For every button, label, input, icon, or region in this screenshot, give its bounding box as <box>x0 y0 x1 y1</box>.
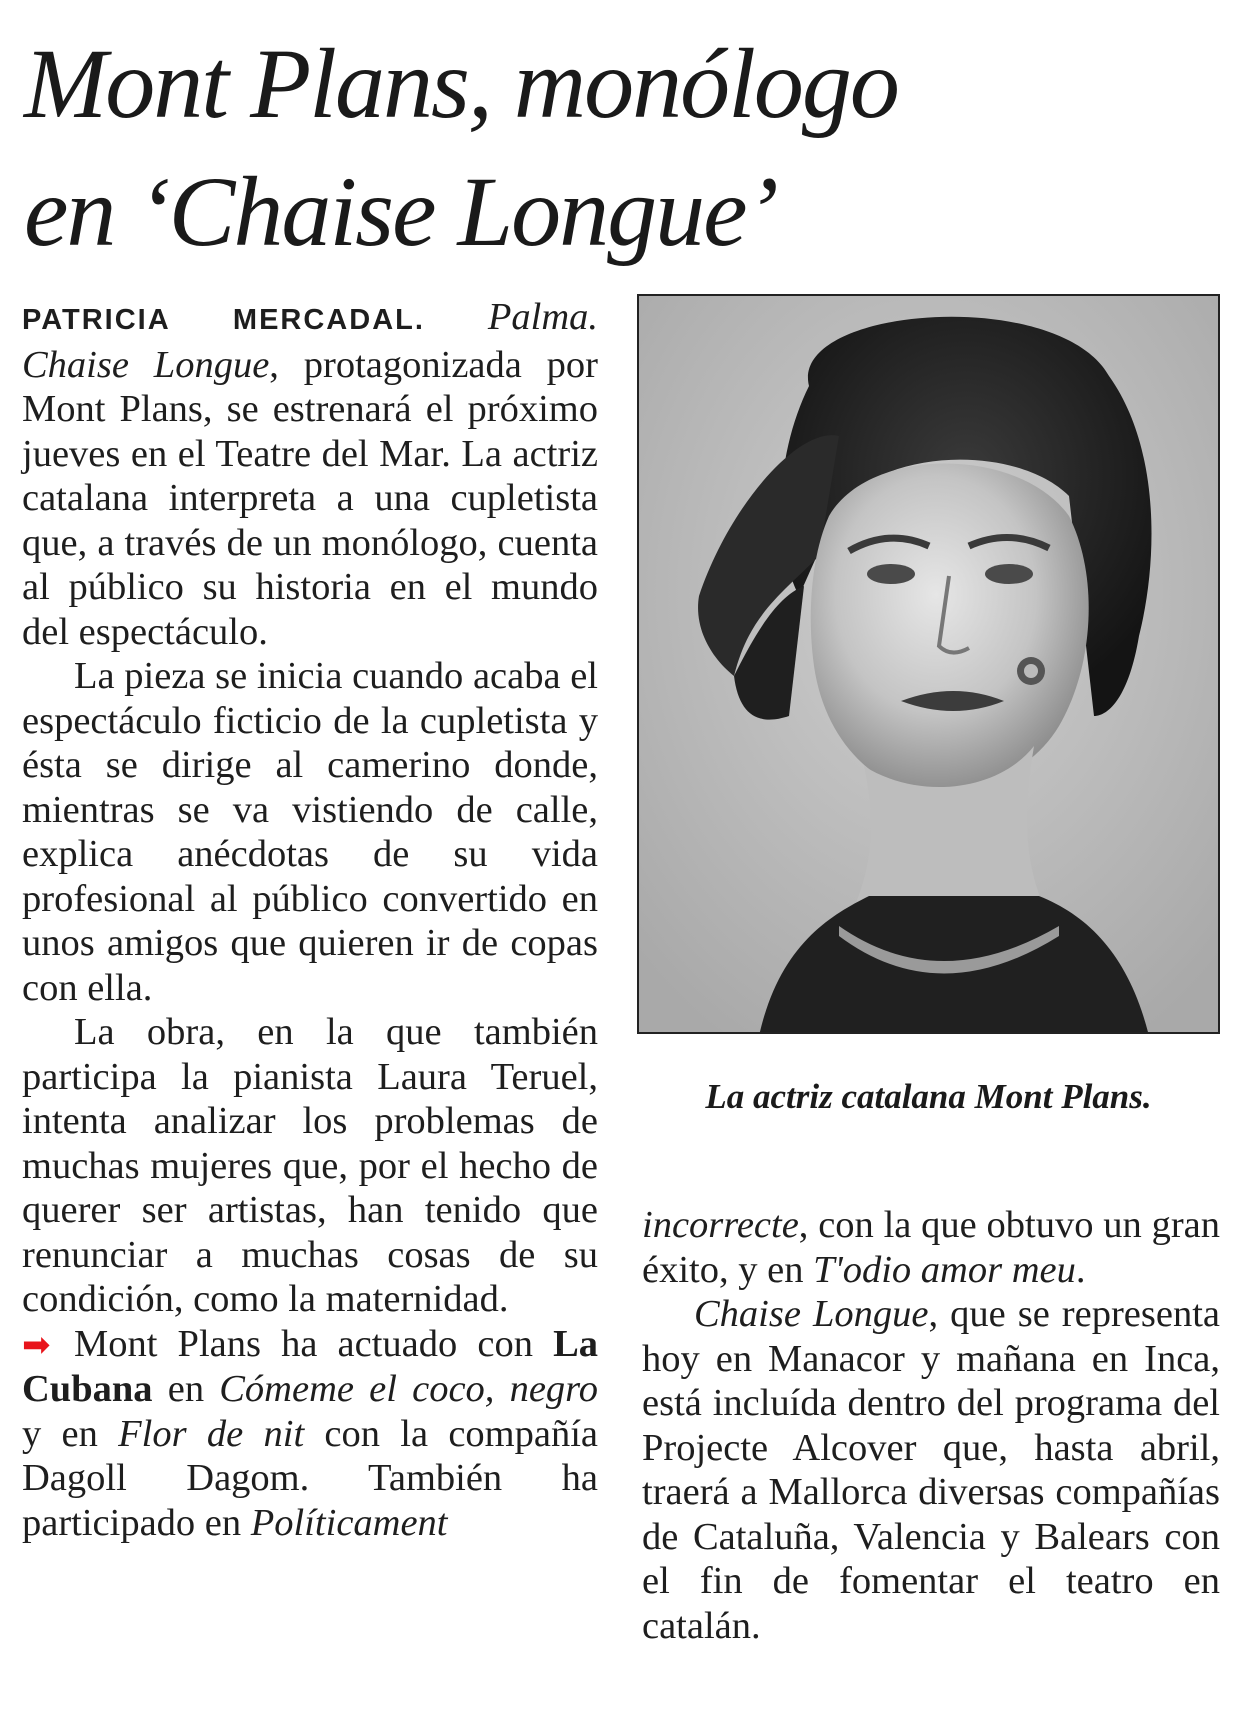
paragraph-4-text-e: , con la que obtuvo un gran éxito, y en <box>642 1204 1220 1291</box>
portrait-image <box>639 296 1220 1034</box>
headline-line-2: en ‘Chaise Longue’ <box>24 156 777 267</box>
paragraph-1 <box>22 295 598 654</box>
paragraph-4-text-b: en <box>152 1368 220 1410</box>
paragraph-5 <box>642 1292 1220 1648</box>
headline <box>24 20 1214 276</box>
show-title-3-end: incorrecte <box>642 1204 799 1246</box>
paragraph-4 <box>22 1322 598 1546</box>
paragraph-5-text: , que se representa hoy en Manacor y mañana en Inca, está incluída dentro del programa del Projecte Alcover que, hasta abril, traerá a Mallorca diversas compañías de Cataluña, Valencia y Balears con el fin de fomentar el teatro en catalán. <box>642 1293 1220 1647</box>
byline-author: PATRICIA MERCADAL. <box>22 304 425 336</box>
paragraph-4-continued <box>642 1203 1220 1292</box>
play-title-repeat: Chaise Longue <box>694 1293 929 1335</box>
paragraph-4-text-c: y en <box>22 1412 119 1455</box>
paragraph-2: La pieza se inicia cuando acaba el espectáculo ficticio de la cupletista y ésta se dirige al camerino donde, mientras se va vistiendo de calle, explica anécdotas de su vida profesional al público convertido en unos amigos que quieren ir de copas con ella. <box>22 655 598 1009</box>
paragraph-3: La obra, en la que también participa la pianista Laura Teruel, intenta analizar los problemas de muchas mujeres que, por el hecho de querer ser artistas, han tenido que renunciar a muchas cosas de su condición, como la maternidad. <box>22 1011 598 1320</box>
headline-line-1: Mont Plans, monólogo <box>24 28 898 139</box>
paragraph-4-text-d: con la compañía Dagoll Dagom. También ha participado en <box>22 1412 599 1544</box>
paragraph-4-text-f: . <box>1075 1248 1086 1291</box>
article-right-column <box>642 1203 1220 1648</box>
play-title: Chaise Longue <box>22 343 270 386</box>
byline-place: Palma. <box>487 296 599 338</box>
show-title-2: Flor de nit <box>118 1412 305 1455</box>
company-name: La Cubana <box>22 1322 598 1410</box>
show-title-1: Cómeme el coco, negro <box>219 1368 598 1410</box>
article-left-column <box>22 295 598 1545</box>
photo-caption: La actriz catalana Mont Plans. <box>705 1077 1152 1116</box>
red-arrow-icon: ➡ <box>22 1324 51 1365</box>
show-title-3-start: Políticament <box>250 1501 448 1544</box>
paragraph-1-text: , protagonizada por Mont Plans, se estrenará el próximo jueves en el Teatre del Mar. La actriz catalana interpreta a una cupletista que, a través de un monólogo, cuenta al público su historia en el mundo del espectáculo. <box>22 343 598 653</box>
show-title-4: T'odio amor meu <box>813 1248 1076 1291</box>
actress-photo <box>637 294 1220 1034</box>
paragraph-4-text-a: Mont Plans ha actuado con <box>74 1322 554 1365</box>
